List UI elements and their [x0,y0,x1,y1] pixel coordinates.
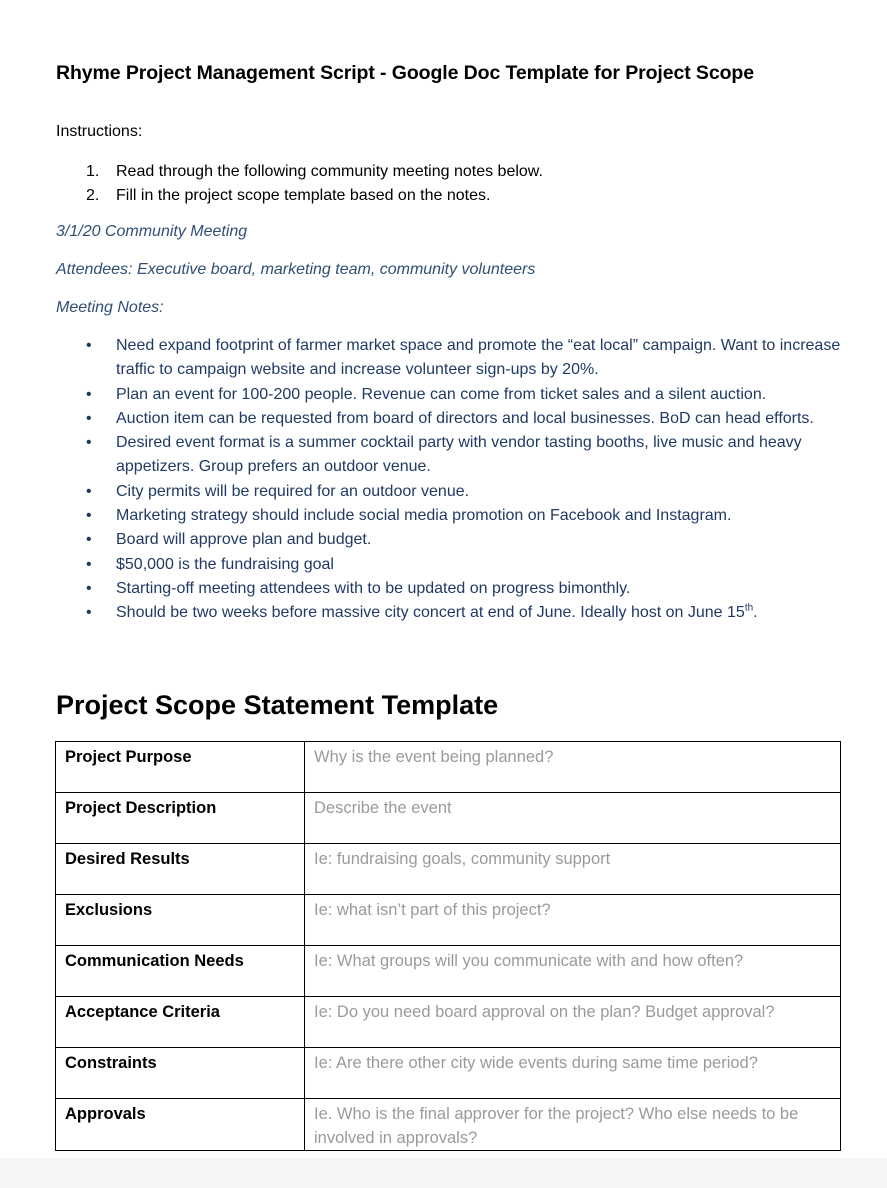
list-item [56,577,846,601]
document-title: Rhyme Project Management Script - Google Doc Template for Project Scope [56,62,754,84]
note-text: Desired event format is a summer cocktail party with vendor tasting booths, live music and heavy appetizers. Group prefers an outdoor venue. [116,434,802,476]
scope-section-title: Project Scope Statement Template [56,690,499,720]
attendees-line: Attendees: Executive board, marketing team, community volunteers [56,261,536,278]
table-row [56,844,841,895]
table-row [56,1099,841,1151]
ordinal-suffix: th [744,602,754,614]
list-item [56,528,846,552]
table-row [56,742,841,793]
row-input-cell[interactable]: Why is the event being planned? [305,742,841,793]
bullet-icon: • [86,531,92,549]
table-row [56,793,841,844]
bullet-icon: • [86,337,92,354]
table-row [56,997,841,1048]
list-item [56,334,846,383]
page-bottom-margin [0,1158,887,1188]
row-input-cell[interactable]: Ie: what isn’t part of this project? [305,895,841,946]
project-scope-table [55,741,841,1151]
bullet-icon: • [86,507,92,525]
list-item [56,383,846,407]
bullet-icon: • [86,555,92,573]
row-label: Communication Needs [56,946,305,997]
note-text: Marketing strategy should include social media promotion on Facebook and Instagram. [116,507,732,525]
note-text: Should be two weeks before massive city concert at end of June. Ideally host on June 15 [116,604,745,622]
bullet-icon: • [86,385,92,403]
row-label: Approvals [56,1099,305,1151]
step-number: 1. [86,163,100,180]
instruction-steps [56,160,543,208]
row-input-cell[interactable]: Describe the event [305,793,841,844]
row-label: Project Purpose [56,742,305,793]
list-item [56,504,846,528]
note-text: Plan an event for 100-200 people. Revenue can come from ticket sales and a silent auction. [116,385,767,403]
note-text: Auction item can be requested from board of directors and local businesses. BoD can head efforts. [116,409,814,427]
meeting-notes-list [56,334,846,626]
list-item [56,431,846,480]
step-number: 2. [86,187,100,204]
row-label: Desired Results [56,844,305,895]
list-item [56,480,846,504]
row-label: Exclusions [56,895,305,946]
row-label: Project Description [56,793,305,844]
bullet-icon: • [86,482,92,500]
table-row [56,1048,841,1099]
meeting-notes-label: Meeting Notes: [56,299,164,316]
row-input-cell[interactable]: Ie: Do you need board approval on the plan? Budget approval? [305,997,841,1048]
instructions-label: Instructions: [56,123,143,140]
note-text: Starting-off meeting attendees with to be updated on progress bimonthly. [116,579,631,597]
bullet-icon: • [86,434,92,452]
list-item [56,601,846,625]
row-input-cell[interactable]: Ie. Who is the final approver for the project? Who else needs to be involved in approvals? [305,1099,841,1151]
note-text: Board will approve plan and budget. [116,531,372,549]
table-row [56,946,841,997]
row-input-cell[interactable]: Ie: fundraising goals, community support [305,844,841,895]
note-text: $50,000 is the fundraising goal [116,555,334,573]
meeting-date-heading: 3/1/20 Community Meeting [56,223,248,240]
list-item [56,407,846,431]
step-text: Read through the following community meeting notes below. [116,163,543,180]
list-item [56,553,846,577]
table-row [56,895,841,946]
row-input-cell[interactable]: Ie: Are there other city wide events during same time period? [305,1048,841,1099]
note-tail: . [753,604,758,622]
note-text: Need expand footprint of farmer market space and promote the “eat local” campaign. Want to increase traffic to campaign website and increase volunteer sign-ups by 20%. [116,337,841,379]
row-input-cell[interactable]: Ie: What groups will you communicate with and how often? [305,946,841,997]
row-label: Constraints [56,1048,305,1099]
instruction-step [56,160,543,184]
instruction-step [56,184,543,208]
row-label: Acceptance Criteria [56,997,305,1048]
bullet-icon: • [86,579,92,597]
note-text: City permits will be required for an outdoor venue. [116,482,470,500]
bullet-icon: • [86,409,92,427]
bullet-icon: • [86,604,92,622]
step-text: Fill in the project scope template based on the notes. [116,187,491,204]
